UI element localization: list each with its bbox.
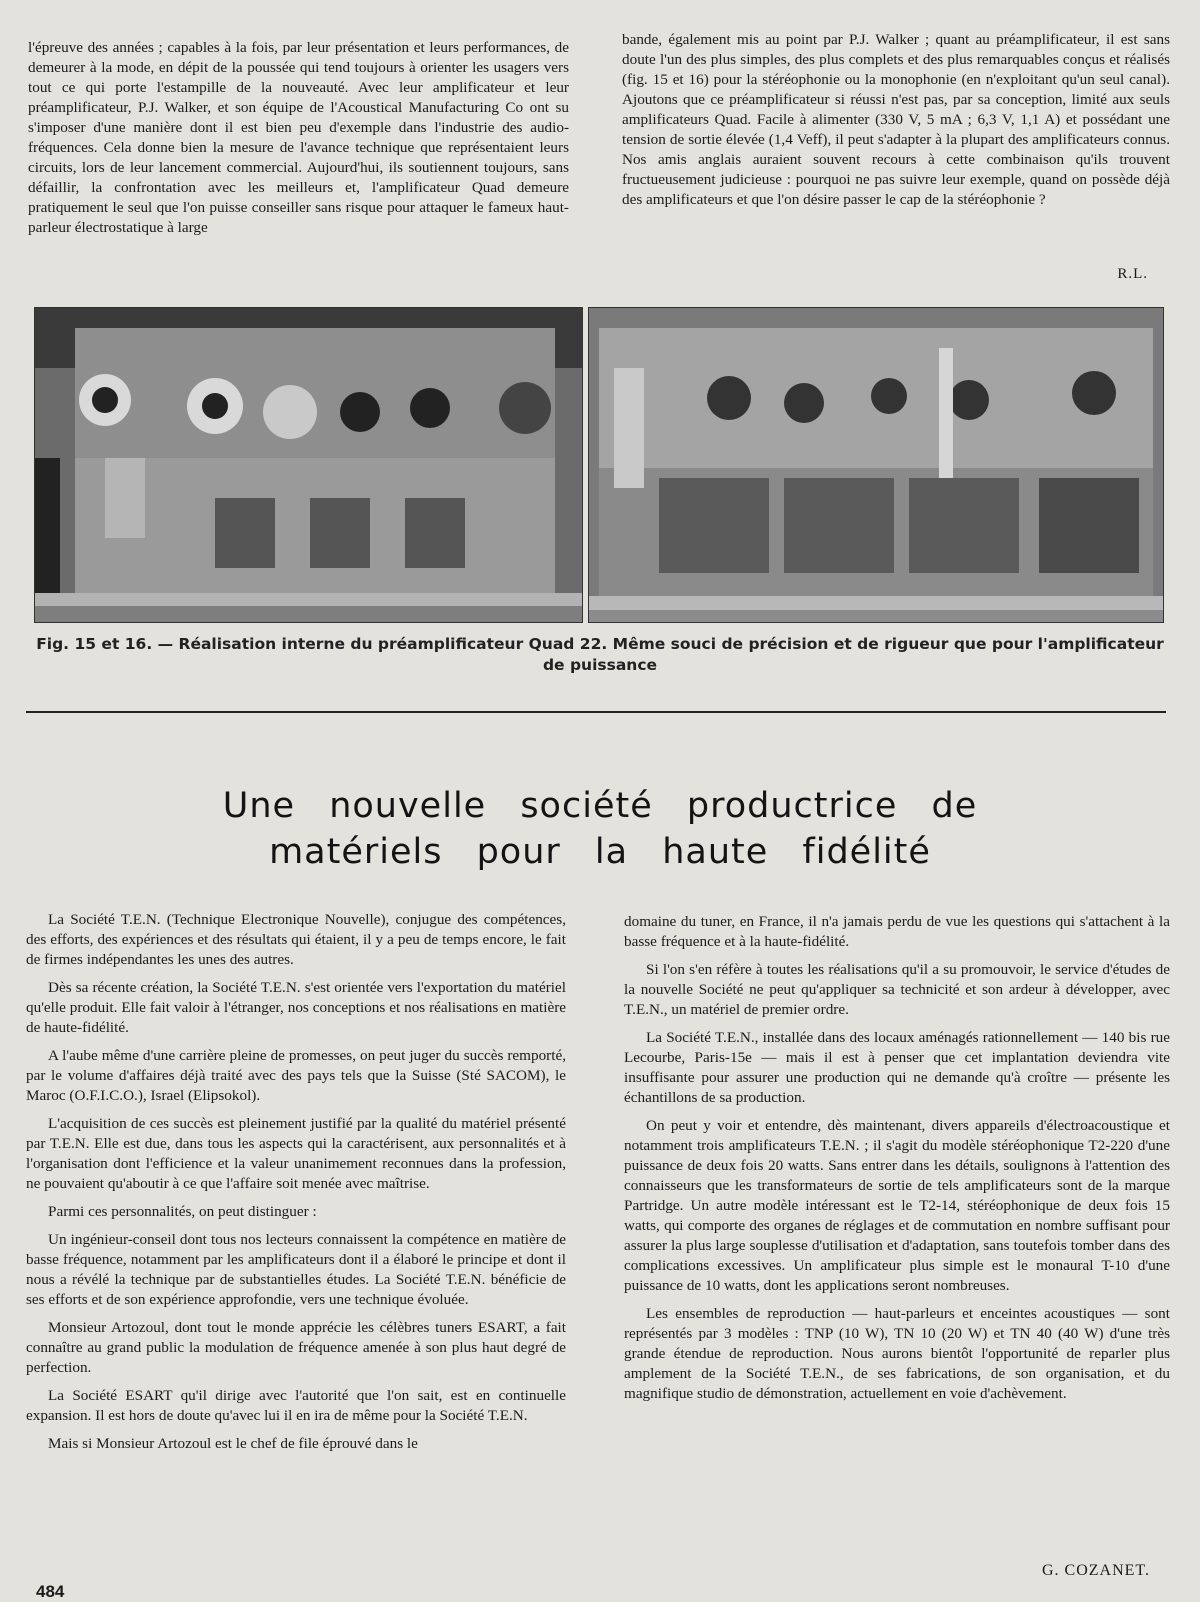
paragraph: Parmi ces personnalités, on peut distinguer : (48, 1203, 317, 1220)
top-right-column (622, 30, 1170, 218)
preamp-wiring-photo-illustration (589, 308, 1163, 622)
article-title (60, 783, 1140, 875)
paragraph: La Société ESART qu'il dirige avec l'autorité que l'on sait, est en continuelle expansion. Il est hors de doute qu'avec lui il en ira de même pour la Société T.E.N. (26, 1387, 566, 1424)
article-title-line-1: Une nouvelle société productrice de (222, 786, 978, 826)
paragraph: Dès sa récente création, la Société T.E.N. s'est orientée vers l'exportation du matériel qu'elle produit. Elle fait valoir à l'étranger, nos conceptions et nos réalisations en matière de haute-fidélité. (26, 979, 566, 1036)
top-left-text: l'épreuve des années ; capables à la fois, par leur présentation et leurs performances, de demeurer à la mode, en dépit de la poussée qui tend toujours à orienter les usagers vers tout ce qui porte l'estampille de la nouveauté. Avec leur amplificateur et leur préamplificateur, P.J. Walker, et son équipe de l'Acoustical Manufacturing Co ont su s'imposer d'une manière dont il est bien peu d'exemple dans l'industrie des audio-fréquences. Cela donne bien la mesure de l'avance technique que représentaient leurs circuits, lors de leur lancement commercial. Aujourd'hui, ils soutiennent toujours, sans défaillir, la confrontation avec les meilleurs et, l'amplificateur Quad demeure pratiquement le seul que l'on puisse conseiller sans risque pour attaquer le fameux haut-parleur électrostatique à large (28, 39, 569, 236)
article-title-line-2: matériels pour la haute fidélité (269, 832, 931, 872)
paragraph: A l'aube même d'une carrière pleine de promesses, on peut juger du succès remporté, par le volume d'affaires déjà traité avec des pays tels que la Suisse (Sté SACOM), le Maroc (O.F.I.C.O.), Israel (Elipsokol). (26, 1047, 566, 1104)
figure-caption: Fig. 15 et 16. — Réalisation interne du préamplificateur Quad 22. Même souci de précision et de rigueur que pour l'amplificateur de puissance (36, 635, 1164, 674)
paragraph: Monsieur Artozoul, dont tout le monde apprécie les célèbres tuners ESART, a fait connaître au grand public la modulation de fréquence amenée à son plus haut degré de perfection. (26, 1319, 566, 1376)
page-number: 484 (36, 1582, 65, 1601)
paragraph: domaine du tuner, en France, il n'a jamais perdu de vue les questions qui s'attachent à la basse fréquence et à la haute-fidélité. (624, 913, 1170, 950)
top-left-column (28, 38, 569, 246)
paragraph: Les ensembles de reproduction — haut-parleurs et enceintes acoustiques — sont représentés par 3 modèles : TNP (10 W), TN 10 (20 W) et TN 40 (40 W) d'une très grande étendue de reproduction. Nous aurons bientôt l'opportunité de reparler plus amplement de la Société T.E.N., de ses fabrications, de son organisation, et du magnifique studio de démonstration, actuellement en voie d'achèvement. (624, 1305, 1170, 1402)
section-divider (26, 711, 1166, 713)
paragraph: La Société T.E.N., installée dans des locaux aménagés rationnellement — 140 bis rue Lecourbe, Paris-15e — mais il est à penser que cet implantation deviendra vite insuffisante pour assurer une production qui ne demande qu'à croître — présente les échantillons de sa production. (624, 1029, 1170, 1106)
signature-rl: R.L. (1117, 266, 1148, 282)
paragraph: La Société T.E.N. (Technique Electronique Nouvelle), conjugue des compétences, des efforts, des expériences et des résultats qui étaient, il y a peu de temps encore, le fait de firmes indépendantes les unes des autres. (26, 911, 566, 968)
paragraph: Si l'on s'en réfère à toutes les réalisations qu'il a su promouvoir, le service d'études de la nouvelle Société ne peut qu'appliquer sa technicité et son ardeur à développer, avec T.E.N., un matériel de premier ordre. (624, 961, 1170, 1018)
paragraph: L'acquisition de ces succès est pleinement justifié par la qualité du matériel présenté par T.E.N. Elle est due, dans tous les aspects qui la caractérisent, aux personnalités et à l'organisation dont l'efficience et la valeur unanimement reconnues dans la profession, ne pouvaient qu'aboutir à ce que l'affaire soit menée avec maîtrise. (26, 1115, 566, 1192)
article-right-column (624, 912, 1170, 1412)
article-author: G. COZANET. (1041, 1562, 1150, 1579)
figure-16-photo (588, 307, 1164, 623)
article-left-column (26, 910, 566, 1462)
paragraph: Mais si Monsieur Artozoul est le chef de file éprouvé dans le (48, 1435, 418, 1452)
top-right-text: bande, également mis au point par P.J. Walker ; quant au préamplificateur, il est sans doute l'un des plus simples, des plus complets et des plus remarquables conçus et réalisés (fig. 15 et 16) pour la stéréophonie ou la monophonie (en n'exploitant qu'un seul canal). Ajoutons que ce préamplificateur si réussi n'est pas, par sa conception, limité aux seuls amplificateurs Quad. Facile à alimenter (330 V, 5 mA ; 6,3 V, 1,1 A) et possédant une tension de sortie élevée (1,4 Veff), il peut s'adapter à la plupart des amplificateurs connus. Nos amis anglais auraient souvent recours à cette combinaison qu'ils trouvent fructueusement judicieuse : pourquoi ne pas suivre leur exemple, quand on possède déjà des amplificateurs et que l'on désire passer le cap de la stéréophonie ? (622, 31, 1170, 208)
paragraph: On peut y voir et entendre, dès maintenant, divers appareils d'électroacoustique et notamment trois amplificateurs T.E.N. ; il s'agit du modèle stéréophonique T2-220 d'une puissance de deux fois 20 watts. Sans entrer dans les détails, soulignons à l'attention des connaisseurs que les transformateurs de sortie de tels amplificateurs sont de la marque Partridge. Un autre modèle intéressant est le T2-14, stéréophonique de deux fois 15 watts, qui comporte des organes de réglages et de commutation en nombre suffisant pour assurer la plus large souplesse d'utilisation et d'adaptation, sans toutefois tomber dans des complications excessives. Un amplificateur plus simple est le monaural T-10 d'une puissance de 10 watts, dont les applications seront nombreuses. (624, 1117, 1170, 1294)
preamp-front-photo-illustration (35, 308, 582, 622)
paragraph: Un ingénieur-conseil dont tous nos lecteurs connaissent la compétence en matière de basse fréquence, notamment par les amplificateurs dont il a élaboré le principe et dont il nous a révélé la technique par de substantielles études. La Société T.E.N. bénéficie de ses efforts et de son expérience approfondie, vers une technique évoluée. (26, 1231, 566, 1308)
figure-15-photo (34, 307, 583, 623)
